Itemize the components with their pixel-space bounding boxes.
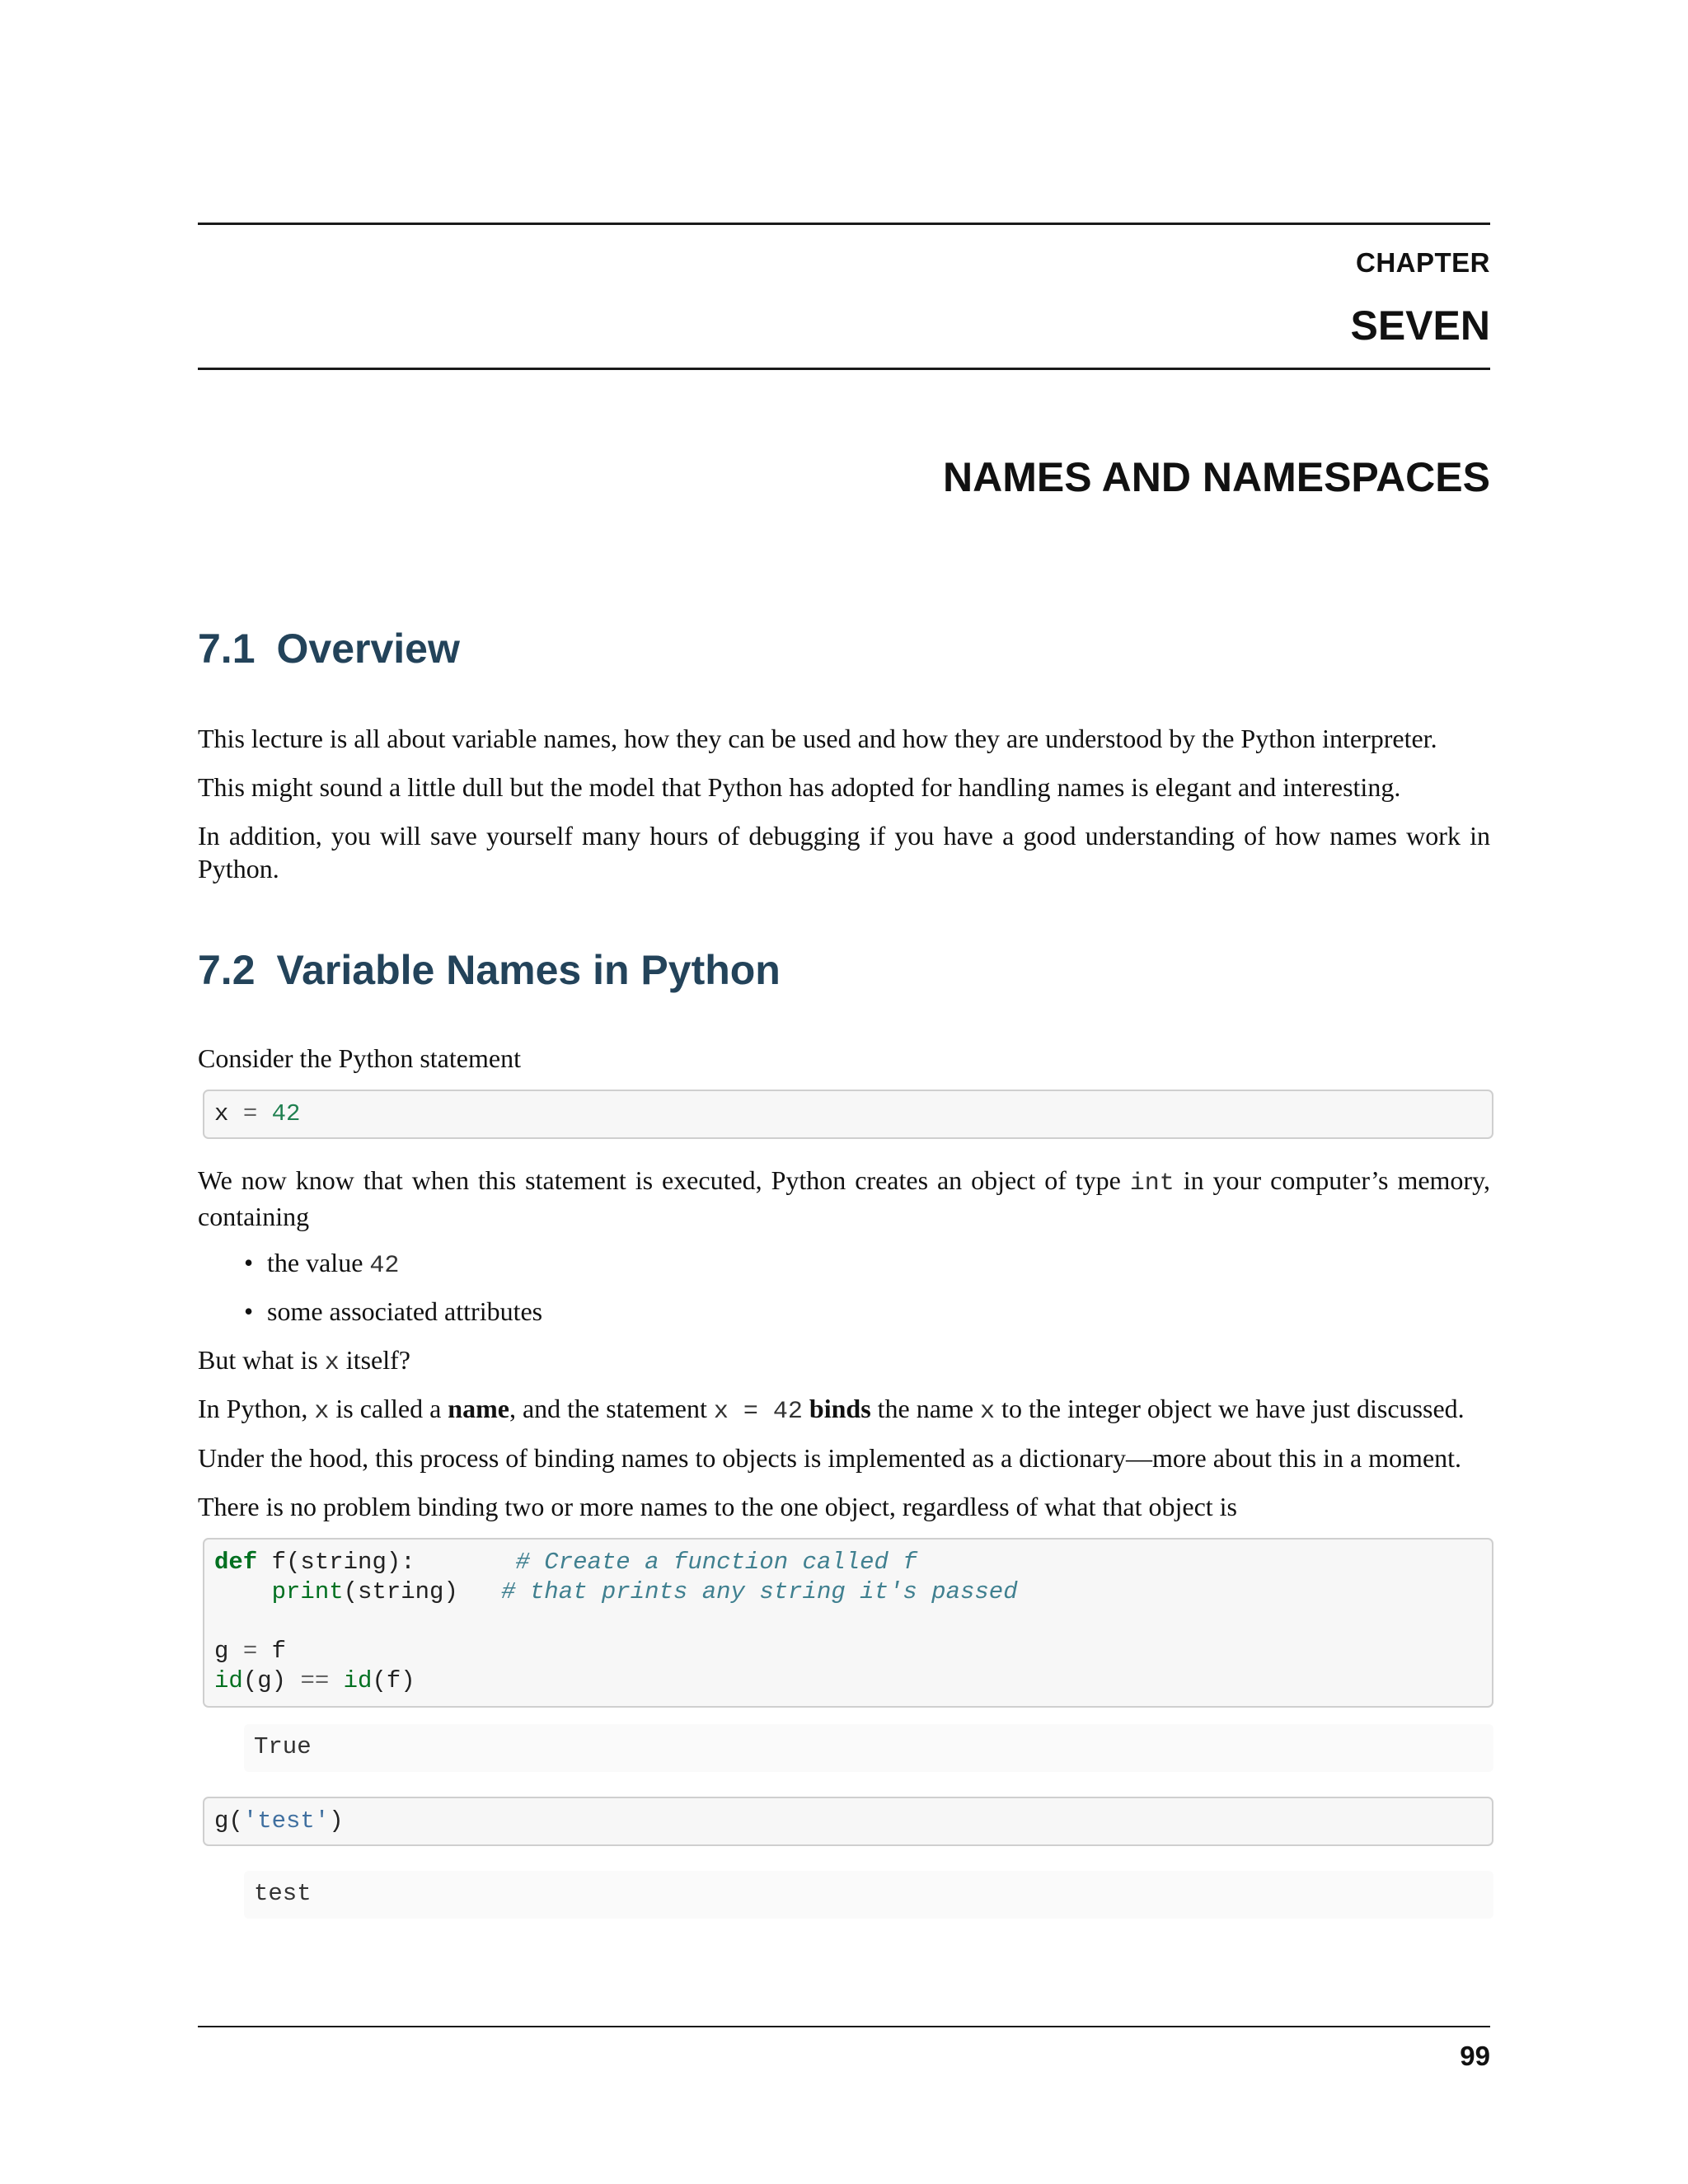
- no-problem-paragraph: There is no problem binding two or more names to the one object, regardless of what that object is: [198, 1492, 1237, 1521]
- bullet-dot-icon: •: [244, 1296, 254, 1326]
- code-comment: # Create a function called f: [515, 1549, 917, 1576]
- text-span: In Python,: [198, 1394, 315, 1423]
- section-title: Variable Names in Python: [276, 947, 781, 993]
- code-text: ): [329, 1807, 344, 1835]
- chapter-label: CHAPTER: [1355, 247, 1490, 278]
- inline-code-assignment: x = 42: [713, 1398, 803, 1426]
- inline-code-x: x: [314, 1398, 330, 1426]
- inline-code-x: x: [324, 1349, 340, 1377]
- list-item-text: some associated attributes: [267, 1296, 543, 1326]
- code-text: g(: [214, 1807, 243, 1835]
- code-block-function[interactable]: [203, 1538, 1493, 1708]
- code-text: (g): [242, 1667, 287, 1694]
- code-token-number: 42: [271, 1100, 301, 1127]
- text-span: is called a: [329, 1394, 448, 1423]
- output-block-true: True: [244, 1724, 1493, 1772]
- code-text: (f): [372, 1667, 415, 1694]
- we-now-know-paragraph: [198, 1164, 1490, 1233]
- chapter-bottom-rule: [198, 368, 1490, 370]
- inline-code-int: int: [1129, 1169, 1175, 1197]
- list-item: [198, 1246, 542, 1279]
- text-span: the name: [870, 1394, 981, 1423]
- output-block-test: test: [244, 1871, 1493, 1919]
- but-what-paragraph: [198, 1343, 1490, 1380]
- footer-rule: [198, 2026, 1490, 2027]
- text-span: [803, 1394, 809, 1423]
- bold-term-binds: binds: [809, 1394, 871, 1423]
- text-span: in your computer’s memory, containing: [198, 1165, 1491, 1231]
- overview-paragraph-2: This might sound a little dull but the model that Python has adopted for handling names is elegant and interesting.: [198, 772, 1401, 802]
- bullet-list: [198, 1246, 542, 1328]
- code-block-assignment[interactable]: [203, 1090, 1493, 1139]
- section-title: Overview: [276, 626, 460, 672]
- in-python-paragraph: [198, 1392, 1490, 1428]
- intro-paragraph: Consider the Python statement: [198, 1043, 521, 1073]
- section-number: 7.2: [198, 947, 256, 993]
- code-text: f(string):: [257, 1549, 415, 1576]
- code-token-name: x: [214, 1100, 229, 1127]
- text-span: , and the statement: [509, 1394, 714, 1423]
- bold-term-name: name: [448, 1394, 509, 1423]
- text-span: itself?: [339, 1345, 410, 1375]
- code-comment: # that prints any string it's passed: [501, 1578, 1018, 1605]
- section-number: 7.1: [198, 626, 256, 672]
- code-builtin-id: id: [343, 1667, 373, 1694]
- code-block-call[interactable]: [203, 1797, 1493, 1846]
- bullet-dot-icon: •: [244, 1248, 254, 1277]
- inline-code: 42: [369, 1252, 400, 1280]
- list-item: [198, 1295, 542, 1328]
- list-item-text: the value: [267, 1248, 370, 1277]
- code-text: f: [271, 1638, 287, 1665]
- code-builtin-id: id: [214, 1667, 243, 1694]
- text-span: to the integer object we have just discussed.: [995, 1394, 1465, 1423]
- under-the-hood-paragraph: Under the hood, this process of binding names to objects is implemented as a dictionary—more about this in a moment.: [198, 1443, 1462, 1473]
- code-builtin-print: print: [271, 1578, 344, 1605]
- text-span: We now know that when this statement is executed, Python creates an object of type: [198, 1165, 1130, 1195]
- overview-paragraph-1: This lecture is all about variable names, how they can be used and how they are understood by the Python interpreter.: [198, 724, 1437, 753]
- overview-paragraph-3: In addition, you will save yourself many hours of debugging if you have a good understanding of how names work in Python.: [198, 821, 1490, 883]
- section-heading-overview: [198, 625, 460, 673]
- chapter-top-rule: [198, 223, 1490, 225]
- chapter-title: NAMES AND NAMESPACES: [943, 454, 1490, 500]
- section-heading-variable-names: [198, 946, 781, 994]
- code-token-operator: =: [242, 1100, 258, 1127]
- code-string: 'test': [242, 1807, 330, 1835]
- text-span: But what is: [198, 1345, 325, 1375]
- code-text: (string): [343, 1578, 458, 1605]
- inline-code-x: x: [980, 1398, 996, 1426]
- chapter-number: SEVEN: [1350, 302, 1490, 349]
- code-text: g: [214, 1638, 229, 1665]
- code-token-operator: ==: [300, 1667, 330, 1694]
- page-number: 99: [1460, 2041, 1490, 2071]
- code-token-operator: =: [242, 1638, 258, 1665]
- code-keyword-def: def: [214, 1549, 258, 1576]
